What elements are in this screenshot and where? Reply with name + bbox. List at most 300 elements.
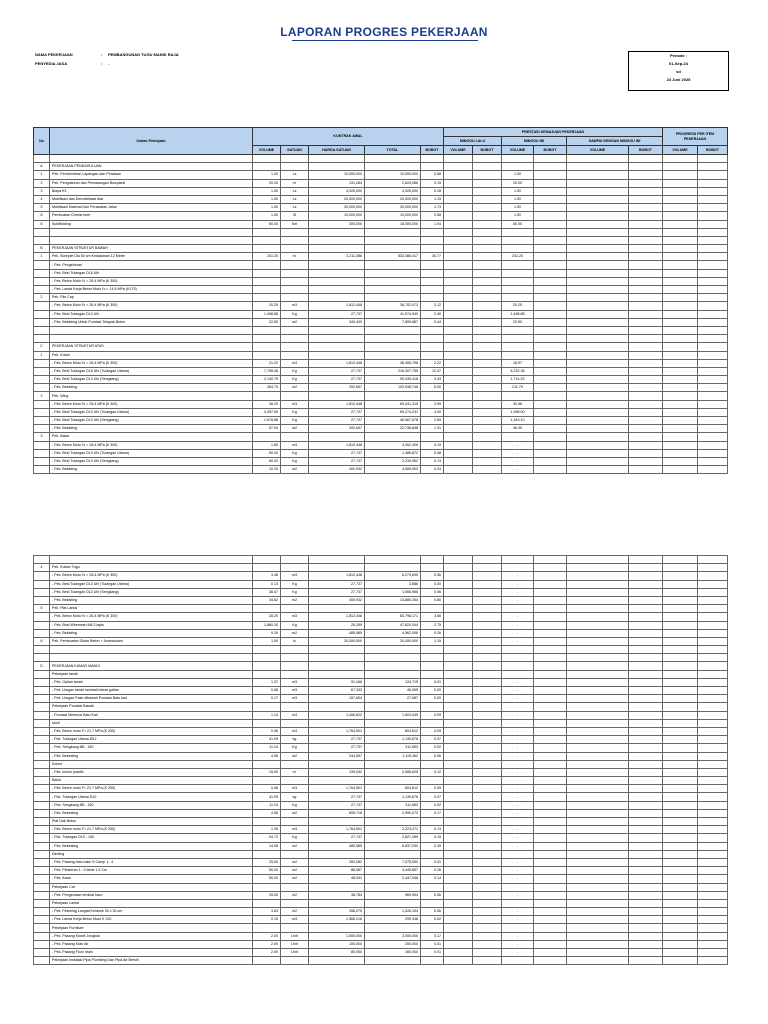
table-row (34, 326, 728, 334)
cell-total (365, 564, 421, 572)
cell-bobot: 30.77 (421, 253, 444, 261)
cell-empty (698, 236, 728, 244)
table-row (34, 793, 728, 801)
cell-empty (629, 384, 663, 392)
cell-empty (567, 850, 629, 858)
cell-no (34, 793, 50, 801)
cell-empty (534, 441, 567, 449)
cell-empty (534, 662, 567, 670)
cell-harga (309, 777, 365, 785)
cell-total: 3,000,000 (365, 932, 421, 940)
cell-minggu-ini-volume (502, 670, 534, 678)
cell-minggu-ini-volume: 1,714.23 (502, 376, 534, 384)
cell-volume (253, 269, 281, 277)
cell-empty (629, 719, 663, 727)
meta-colon: : (101, 52, 103, 57)
cell-empty (534, 204, 567, 212)
table-row (34, 204, 728, 212)
cell-empty (473, 768, 502, 776)
cell-empty (473, 613, 502, 621)
cell-empty (534, 727, 567, 735)
cell-empty (444, 220, 473, 228)
cell-satuan (281, 245, 309, 253)
cell-uraian (50, 326, 253, 334)
cell-volume: 50.00 (253, 449, 281, 457)
cell-empty (473, 392, 502, 400)
cell-minggu-ini-volume (502, 228, 534, 236)
cell-empty (567, 384, 629, 392)
cell-empty (698, 678, 728, 686)
cell-empty (629, 392, 663, 400)
cell-harga: 131,284 (309, 179, 365, 187)
cell-empty (567, 736, 629, 744)
cell-total: 1,139,676 (365, 736, 421, 744)
cell-empty (698, 408, 728, 416)
header-no: No (34, 128, 50, 155)
cell-empty (534, 236, 567, 244)
cell-volume (253, 654, 281, 662)
cell-no (34, 629, 50, 637)
table-row (34, 646, 728, 654)
cell-empty (473, 695, 502, 703)
cell-uraian: - Pek. Besi Tulangan D13 Ulir (Sengkang) (50, 457, 253, 465)
cell-empty (567, 564, 629, 572)
cell-bobot (421, 277, 444, 285)
cell-empty (698, 155, 728, 163)
cell-total: 3,686 (365, 580, 421, 588)
cell-empty (444, 818, 473, 826)
cell-empty (534, 564, 567, 572)
cell-satuan (281, 269, 309, 277)
cell-empty (444, 253, 473, 261)
cell-empty (534, 695, 567, 703)
cell-empty (534, 768, 567, 776)
table-row (34, 727, 728, 735)
cell-volume (253, 277, 281, 285)
cell-empty (534, 343, 567, 351)
cell-harga: 157,654 (309, 695, 365, 703)
cell-empty (629, 858, 663, 866)
cell-empty (473, 703, 502, 711)
cell-total: 2,447,048 (365, 875, 421, 883)
cell-empty (567, 957, 629, 965)
cell-empty (473, 228, 502, 236)
cell-empty (663, 908, 698, 916)
cell-bobot (421, 351, 444, 359)
cell-satuan: m2 (281, 908, 309, 916)
cell-total (365, 343, 421, 351)
cell-empty (629, 318, 663, 326)
cell-empty (534, 678, 567, 686)
cell-no (34, 228, 50, 236)
header-bobot: BOBOT (421, 146, 444, 155)
cell-empty (534, 670, 567, 678)
cell-total: 1,386,872 (365, 449, 421, 457)
table-row (34, 719, 728, 727)
cell-empty (698, 891, 728, 899)
cell-satuan: m3 (281, 572, 309, 580)
cell-empty (534, 916, 567, 924)
cell-total: 2,624,086 (365, 179, 421, 187)
cell-uraian: - Pek. Tulangan Utama D10 (50, 793, 253, 801)
cell-empty (663, 662, 698, 670)
cell-empty (567, 343, 629, 351)
cell-empty (444, 646, 473, 654)
cell-empty (473, 908, 502, 916)
cell-total: 59,435,418 (365, 376, 421, 384)
cell-minggu-ini-volume (502, 433, 534, 441)
cell-empty (698, 850, 728, 858)
cell-empty (698, 228, 728, 236)
table-row (34, 670, 728, 678)
table-body-page1 (34, 155, 728, 474)
cell-empty (629, 367, 663, 375)
cell-harga (309, 261, 365, 269)
cell-total: 3,262,406 (365, 441, 421, 449)
cell-no (34, 908, 50, 916)
cell-empty (698, 417, 728, 425)
cell-empty (663, 457, 698, 465)
cell-bobot: 0.05 (421, 785, 444, 793)
cell-empty (534, 269, 567, 277)
table-row (34, 261, 728, 269)
cell-empty (629, 302, 663, 310)
cell-volume: 1.00 (253, 204, 281, 212)
cell-empty (444, 629, 473, 637)
cell-empty (629, 957, 663, 965)
cell-empty (567, 629, 629, 637)
cell-no (34, 678, 50, 686)
cell-empty (473, 580, 502, 588)
header-uraian: Uraian Pekerjaan (50, 128, 253, 155)
cell-empty (567, 204, 629, 212)
cell-empty (444, 326, 473, 334)
cell-empty (567, 400, 629, 408)
table-row (34, 695, 728, 703)
cell-bobot (421, 556, 444, 564)
cell-empty (663, 400, 698, 408)
cell-uraian (50, 155, 253, 163)
table-row (34, 875, 728, 883)
cell-uraian: PEKERJAAN PENDAHULUAN (50, 163, 253, 171)
cell-volume: 41.09 (253, 793, 281, 801)
cell-empty (663, 687, 698, 695)
cell-bobot (421, 818, 444, 826)
cell-empty (629, 875, 663, 883)
cell-uraian: - Pek. Urugan tanah kembali bekas galian (50, 687, 253, 695)
cell-empty (534, 711, 567, 719)
cell-minggu-ini-volume: 1.00 (502, 187, 534, 195)
cell-empty (444, 433, 473, 441)
page-title: LAPORAN PROGRES PEKERJAAN (280, 25, 488, 39)
cell-empty (663, 335, 698, 343)
cell-satuan: m3 (281, 613, 309, 621)
cell-harga: 27,737 (309, 310, 365, 318)
cell-empty (698, 826, 728, 834)
cell-no (34, 670, 50, 678)
cell-empty (698, 359, 728, 367)
cell-minggu-ini-volume: 60.00 (502, 220, 534, 228)
cell-satuan: m' (281, 768, 309, 776)
cell-empty (473, 949, 502, 957)
cell-empty (534, 687, 567, 695)
cell-volume: 2,497.50 (253, 408, 281, 416)
cell-empty (698, 637, 728, 645)
cell-empty (629, 179, 663, 187)
cell-uraian: - Pek. Bekisting (50, 425, 253, 433)
cell-empty (629, 245, 663, 253)
cell-volume: 1.26 (253, 826, 281, 834)
cell-empty (473, 449, 502, 457)
cell-no (34, 949, 50, 957)
cell-empty (534, 212, 567, 220)
cell-empty (473, 899, 502, 907)
cell-harga: 1,764,501 (309, 826, 365, 834)
cell-empty (663, 277, 698, 285)
cell-total (365, 899, 421, 907)
cell-bobot: 2.22 (421, 359, 444, 367)
cell-empty (567, 687, 629, 695)
cell-harga: 139,042 (309, 768, 365, 776)
cell-empty (663, 245, 698, 253)
cell-bobot (421, 899, 444, 907)
cell-empty (663, 179, 698, 187)
cell-satuan: Ls (281, 187, 309, 195)
cell-empty (567, 449, 629, 457)
cell-satuan (281, 556, 309, 564)
cell-uraian: - Pek. Lantai Kerja Beton Mutu K 100 (50, 916, 253, 924)
cell-empty (534, 335, 567, 343)
cell-bobot: 0.01 (421, 678, 444, 686)
cell-total (365, 269, 421, 277)
table-row (34, 449, 728, 457)
table-row (34, 957, 728, 965)
cell-empty (663, 842, 698, 850)
cell-total (365, 719, 421, 727)
cell-uraian: - Pek. Besi Tulangan D13 Ulir (Tulangan Utama) (50, 449, 253, 457)
cell-empty (567, 245, 629, 253)
cell-empty (698, 466, 728, 474)
cell-empty (663, 318, 698, 326)
cell-empty (444, 269, 473, 277)
cell-uraian (50, 654, 253, 662)
cell-total (365, 286, 421, 294)
cell-no: 4 (34, 195, 50, 203)
cell-satuan: m3 (281, 785, 309, 793)
cell-satuan: Kg (281, 367, 309, 375)
cell-empty (663, 441, 698, 449)
cell-empty (663, 392, 698, 400)
cell-empty (663, 155, 698, 163)
cell-total: 311,653 (365, 744, 421, 752)
cell-harga: 485,585 (309, 629, 365, 637)
cell-satuan (281, 163, 309, 171)
cell-empty (698, 777, 728, 785)
cell-empty (663, 695, 698, 703)
cell-empty (473, 155, 502, 163)
cell-bobot: 2.75 (421, 621, 444, 629)
cell-empty (629, 572, 663, 580)
cell-minggu-ini-volume (502, 605, 534, 613)
table-row (34, 179, 728, 187)
cell-no (34, 777, 50, 785)
cell-volume: 4.56 (253, 752, 281, 760)
cell-empty (567, 621, 629, 629)
cell-no: 2 (34, 294, 50, 302)
cell-no (34, 261, 50, 269)
cell-empty (567, 703, 629, 711)
cell-empty (444, 940, 473, 948)
cell-minggu-ini-volume: - (502, 858, 534, 866)
cell-uraian: - Pek. Tulangan D10 - 150 (50, 834, 253, 842)
cell-uraian: - Pek. Besi Tulangan D13 Ulir (Tulangan Utama) (50, 580, 253, 588)
cell-satuan: m' (281, 179, 309, 187)
cell-uraian: Pekerjaan Pondasi Bawah (50, 703, 253, 711)
cell-satuan: m2 (281, 809, 309, 817)
cell-no (34, 719, 50, 727)
cell-empty (629, 335, 663, 343)
period-to: 23 Juni 2025 (666, 77, 691, 82)
cell-uraian: Dinding (50, 850, 253, 858)
cell-empty (444, 335, 473, 343)
cell-no (34, 277, 50, 285)
cell-empty (629, 359, 663, 367)
cell-minggu-ini-volume (502, 564, 534, 572)
cell-empty (698, 736, 728, 744)
cell-bobot: 0.07 (421, 793, 444, 801)
cell-uraian: Scfaffolding (50, 220, 253, 228)
cell-satuan (281, 777, 309, 785)
cell-empty (534, 777, 567, 785)
cell-empty (473, 236, 502, 244)
cell-harga: 27,737 (309, 744, 365, 752)
cell-satuan: Ls (281, 204, 309, 212)
cell-empty (534, 376, 567, 384)
cell-uraian: Pek. Pengukuran dan Pemasangan Bowplank (50, 179, 253, 187)
cell-satuan (281, 654, 309, 662)
cell-empty (629, 277, 663, 285)
cell-empty (698, 335, 728, 343)
cell-empty (473, 163, 502, 171)
cell-no: 6 (34, 212, 50, 220)
cell-empty (663, 417, 698, 425)
cell-total (365, 957, 421, 965)
cell-empty (534, 842, 567, 850)
cell-harga: 48,941 (309, 875, 365, 883)
title-underline (292, 40, 478, 41)
cell-uraian: - Pek. Bekesting (50, 809, 253, 817)
cell-empty (473, 245, 502, 253)
cell-total: 10,000,000 (365, 171, 421, 179)
cell-empty (473, 408, 502, 416)
cell-satuan: Kg (281, 408, 309, 416)
cell-uraian: - Pek. Beton Mutu f'c = 26.4 MPa (K 300) (50, 277, 253, 285)
cell-empty (629, 417, 663, 425)
cell-satuan: m' (281, 253, 309, 261)
cell-empty (698, 801, 728, 809)
cell-total: 7,659,887 (365, 318, 421, 326)
cell-empty (663, 220, 698, 228)
table-row (34, 654, 728, 662)
cell-uraian: - Pek. Beton Mutu f'c = 26.4 MPa (K 300) (50, 302, 253, 310)
table-body-page2 (34, 556, 728, 965)
cell-minggu-ini-volume: 22.50 (502, 318, 534, 326)
cell-total: 27,087 (365, 695, 421, 703)
cell-minggu-ini-volume (502, 703, 534, 711)
cell-minggu-ini-volume (502, 326, 534, 334)
cell-bobot: 0.01 (421, 949, 444, 957)
cell-total: 18,000,000 (365, 220, 421, 228)
cell-total (365, 163, 421, 171)
cell-empty (567, 752, 629, 760)
cell-empty (444, 678, 473, 686)
cell-empty (629, 891, 663, 899)
cell-satuan: Kg (281, 580, 309, 588)
cell-bobot (421, 294, 444, 302)
cell-empty (629, 171, 663, 179)
table-row (34, 932, 728, 940)
cell-bobot: 0.07 (421, 736, 444, 744)
cell-harga: 27,737 (309, 376, 365, 384)
cell-volume: 11.24 (253, 744, 281, 752)
cell-empty (629, 613, 663, 621)
cell-empty (567, 695, 629, 703)
period-sd: sd (676, 69, 681, 74)
cell-total: 311,653 (365, 801, 421, 809)
cell-uraian: - Pek. Beton mutu F= 21.7 MPa (K 250) (50, 785, 253, 793)
cell-empty (444, 408, 473, 416)
table-row (34, 286, 728, 294)
cell-bobot: 0.05 (421, 727, 444, 735)
cell-total (365, 818, 421, 826)
cell-no (34, 842, 50, 850)
table-row (34, 392, 728, 400)
cell-empty (567, 269, 629, 277)
cell-minggu-ini-volume: 6,232.38 (502, 367, 534, 375)
cell-satuan (281, 605, 309, 613)
cell-satuan: Kg (281, 376, 309, 384)
header-volume: VOLUME (663, 146, 698, 155)
cell-minggu-ini-volume (502, 351, 534, 359)
cell-harga: 27,737 (309, 417, 365, 425)
cell-volume: 20.00 (253, 179, 281, 187)
cell-bobot: 0.24 (421, 466, 444, 474)
cell-volume (253, 899, 281, 907)
cell-empty (698, 326, 728, 334)
cell-harga: 340,440 (309, 318, 365, 326)
cell-empty (663, 580, 698, 588)
cell-minggu-ini-volume (502, 286, 534, 294)
cell-empty (698, 908, 728, 916)
cell-uraian: - Pek. Pasang Kran Air (50, 940, 253, 948)
cell-empty (698, 376, 728, 384)
cell-empty (534, 417, 567, 425)
cell-empty (444, 613, 473, 621)
cell-no (34, 957, 50, 965)
cell-empty (567, 351, 629, 359)
cell-empty (534, 245, 567, 253)
cell-satuan (281, 335, 309, 343)
table-row (34, 228, 728, 236)
cell-minggu-ini-volume (502, 155, 534, 163)
cell-empty (534, 384, 567, 392)
cell-empty (534, 646, 567, 654)
cell-empty (534, 867, 567, 875)
cell-uraian: - Pek. Beton Mutu f'c = 26.4 MPa (K 300) (50, 613, 253, 621)
cell-empty (567, 195, 629, 203)
cell-uraian: - Pek. Bekisting (50, 384, 253, 392)
cell-empty (663, 195, 698, 203)
